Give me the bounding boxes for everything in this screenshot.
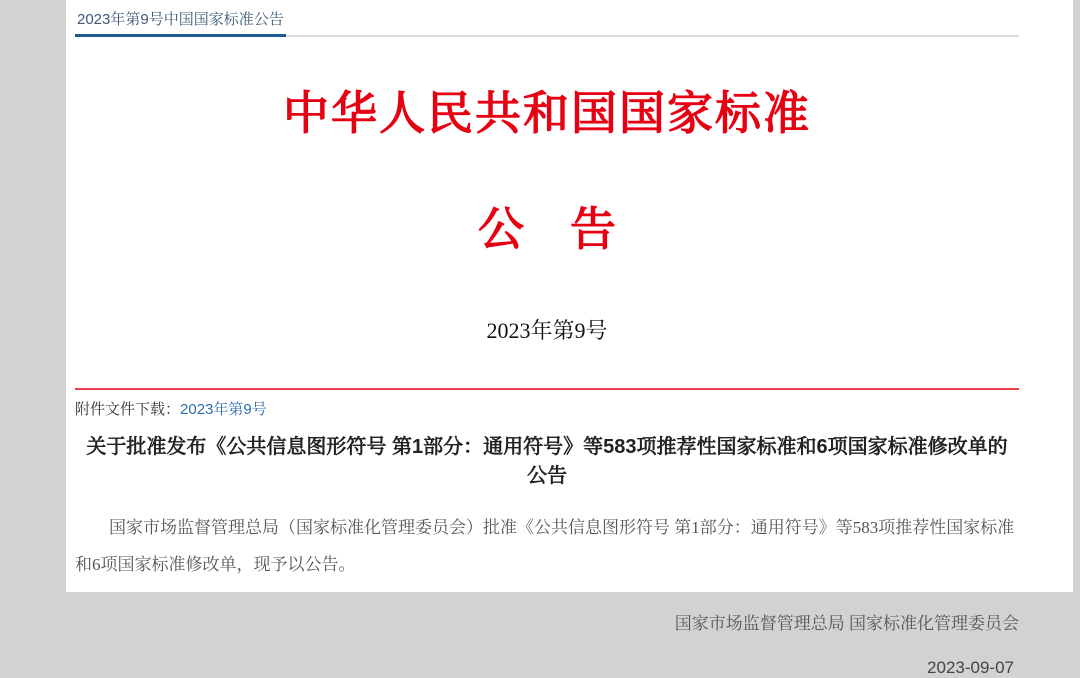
document-page (66, 0, 1073, 677)
notice-heading: 关于批准发布《公共信息图形符号 第1部分：通用符号》等583项推荐性国家标准和6项国家标准修改单的公告 (86, 436, 1008, 487)
notice-body-paragraph: 国家市场监督管理总局（国家标准化管理委员会）批准《公共信息图形符号 第1部分：通用符号》等583项推荐性国家标准和6项国家标准修改单，现予以公告。 (75, 518, 1015, 574)
attachment-download-link[interactable]: 2023年第9号 (180, 401, 267, 418)
document-title-line2: 公 告 (478, 204, 616, 255)
issuing-authority-signature: 国家市场监督管理总局 国家标准化管理委员会 (674, 614, 1019, 633)
issue-number: 2023年第9号 (486, 318, 608, 343)
header-tab-strip (75, 0, 1019, 37)
document-title-line1: 中华人民共和国国家标准 (283, 88, 811, 139)
attachment-label: 附件文件下载： (75, 401, 181, 418)
publication-date: 2023-09-07 (927, 658, 1014, 677)
attachment-row (75, 390, 1019, 425)
content-area (66, 0, 1073, 678)
tab-announcement[interactable]: 2023年第9号中国国家标准公告 (75, 6, 286, 37)
